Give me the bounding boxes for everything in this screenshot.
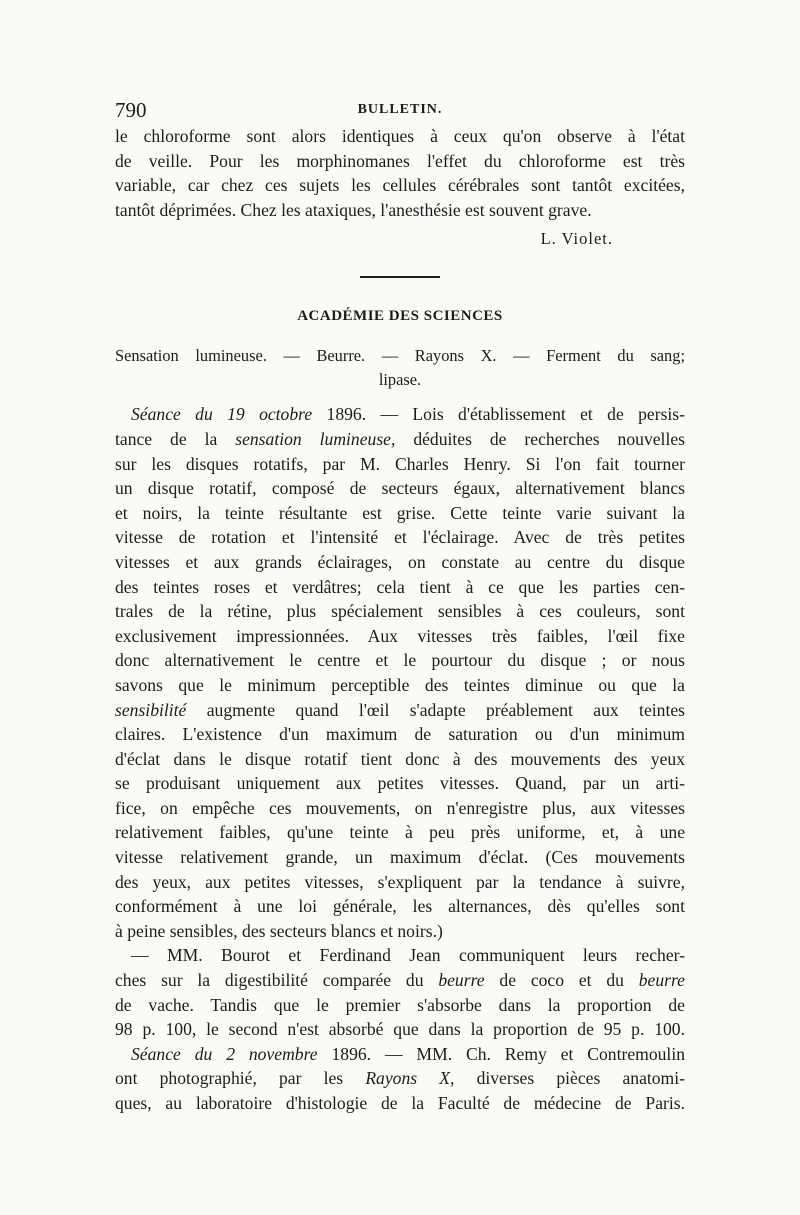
text-line: relativement faibles, qu'une teinte à peu près uniforme, et, à une xyxy=(115,822,685,843)
emphasis: sensibilité xyxy=(115,699,187,720)
text-line: vitesses et aux grands éclairages, on constate au centre du disque xyxy=(115,551,685,572)
section-divider xyxy=(360,276,440,278)
text-line xyxy=(115,402,685,427)
text-line xyxy=(115,968,685,993)
emphasis: Rayons X, xyxy=(365,1068,455,1089)
text-line: se produisant uniquement aux petites vitesses. Quand, par un arti- xyxy=(115,773,685,794)
text-fragment: de coco et du xyxy=(499,970,624,991)
seance-year: 1896. xyxy=(326,404,367,425)
text-line: trales de la rétine, plus spécialement sensibles à ces couleurs, sont xyxy=(115,601,685,622)
text-line: exclusivement impressionnées. Aux vitesses très faibles, l'œil fixe xyxy=(115,625,685,646)
text-fragment: ches sur la digestibilité comparée du xyxy=(115,970,424,991)
section-title: ACADÉMIE DES SCIENCES xyxy=(297,308,503,325)
seance-label: Séance du xyxy=(131,1043,213,1064)
text-line xyxy=(115,698,685,723)
text-line: savons que le minimum perceptible des teintes diminue ou que la xyxy=(115,674,685,695)
text-line xyxy=(115,1042,685,1067)
seance-day: 19 octobre xyxy=(227,404,313,425)
text-line: et noirs, la teinte résultante est grise. Cette teinte varie suivant la xyxy=(115,502,685,523)
seance-date: 2 novembre xyxy=(226,1043,318,1064)
text-fragment: tance de la xyxy=(115,428,218,449)
text-line: fice, on empêche ces mouvements, on n'enregistre plus, aux vitesses xyxy=(115,797,685,818)
subtitle-line: Sensation lumineuse. — Beurre. — Rayons X. — Ferment du sang; xyxy=(115,346,685,366)
paragraph-seance-19-octobre xyxy=(115,402,685,943)
text-line: des teintes roses et verdâtres; cela tient à ce que les parties cen- xyxy=(115,576,685,597)
author-signature: L. Violet. xyxy=(540,229,613,249)
text-line xyxy=(115,427,685,452)
text-line: d'éclat dans le disque rotatif tient donc à des mouvements des yeux xyxy=(115,748,685,769)
emphasis: beurre xyxy=(638,970,685,991)
text-line xyxy=(115,1066,685,1091)
text-fragment: — Lois d'établissement et de persis- xyxy=(380,404,686,425)
text-line: tantôt déprimées. Chez les ataxiques, l'anesthésie est souvent grave. xyxy=(115,199,592,220)
page-header xyxy=(115,98,685,124)
text-line: — MM. Bourot et Ferdinand Jean communiquent leurs recher- xyxy=(131,945,685,966)
text-line: un disque rotatif, composé de secteurs égaux, alternativement blancs xyxy=(115,478,685,499)
text-line: 98 p. 100, le second n'est absorbé que dans la proportion de 95 p. 100. xyxy=(115,1019,685,1040)
text-line: de vache. Tandis que le premier s'absorbe dans la proportion de xyxy=(115,994,685,1015)
text-fragment: augmente quand l'œil s'adapte préablement aux teintes xyxy=(206,699,685,720)
emphasis: sensation lumineuse, xyxy=(235,428,396,449)
text-fragment: ont photographié, par les xyxy=(115,1068,344,1089)
text-fragment: déduites de recherches nouvelles xyxy=(413,428,685,449)
text-line: donc alternativement le centre et le pourtour du disque ; or nous xyxy=(115,650,685,671)
text-line: de veille. Pour les morphinomanes l'effet du chloroforme est très xyxy=(115,150,685,171)
section-subtitle xyxy=(115,344,685,392)
text-fragment: 1896. — MM. Ch. Remy et Contremoulin xyxy=(331,1043,686,1064)
text-line: vitesse relativement grande, un maximum d'éclat. (Ces mouvements xyxy=(115,847,685,868)
text-line: ques, au laboratoire d'histologie de la Faculté de médecine de Paris. xyxy=(115,1093,685,1113)
text-line: des yeux, aux petites vitesses, s'expliquent par la tendance à suivre, xyxy=(115,871,685,892)
text-line: sur les disques rotatifs, par M. Charles Henry. Si l'on fait tourner xyxy=(115,453,685,474)
running-title: BULLETIN. xyxy=(357,102,443,117)
seance-label: Séance du xyxy=(131,404,213,425)
text-line: vitesse de rotation et l'intensité et l'éclairage. Avec de très petites xyxy=(115,527,685,548)
text-line: à peine sensibles, des secteurs blancs et noirs.) xyxy=(115,920,443,941)
text-line: conformément à une loi générale, les alternances, dès qu'elles sont xyxy=(115,896,685,917)
paragraph-seance-2-novembre xyxy=(115,1042,685,1116)
text-line: claires. L'existence d'un maximum de saturation ou d'un minimum xyxy=(115,724,685,745)
intro-paragraph xyxy=(115,124,685,222)
subtitle-line: lipase. xyxy=(378,370,422,390)
text-line: le chloroforme sont alors identiques à ceux qu'on observe à l'état xyxy=(115,126,685,146)
page-body xyxy=(115,124,685,1116)
paragraph-beurre xyxy=(115,943,685,1041)
text-fragment: diverses pièces anatomi- xyxy=(476,1068,685,1089)
page-number: 790 xyxy=(115,98,147,122)
text-line: variable, car chez ces sujets les cellules cérébrales sont tantôt excitées, xyxy=(115,175,685,196)
emphasis: beurre xyxy=(438,970,485,991)
